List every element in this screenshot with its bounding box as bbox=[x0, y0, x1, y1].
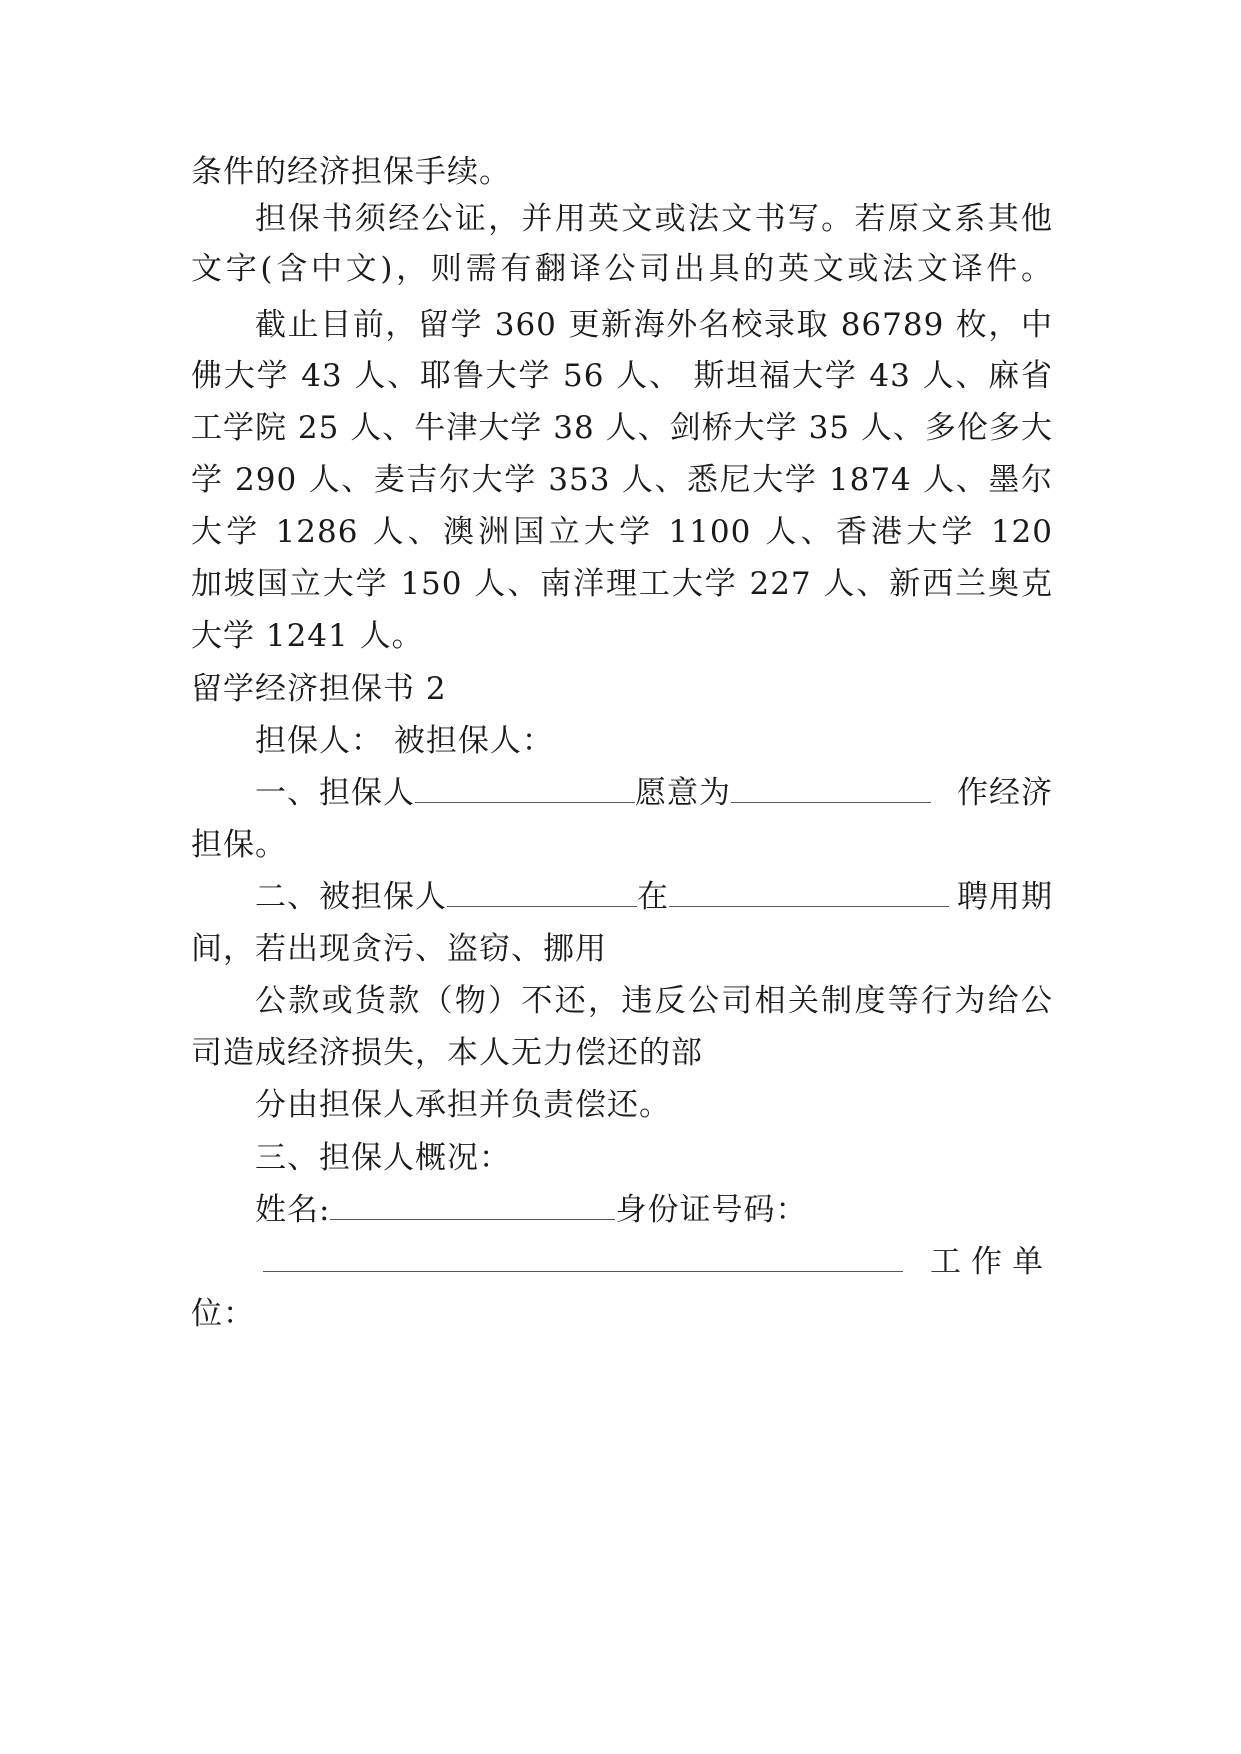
fill-in-line bbox=[255, 773, 1053, 813]
blank-field[interactable] bbox=[447, 878, 637, 907]
blank-field[interactable] bbox=[731, 774, 931, 803]
text-segment: 二、被担保人 bbox=[255, 879, 447, 915]
text-line: 条件的经济担保手续。 bbox=[191, 154, 511, 190]
text-segment: 作经济 bbox=[957, 775, 1053, 811]
text-line: 公款或货款（物）不还，违反公司相关制度等行为给公 bbox=[255, 983, 1053, 1019]
blank-field[interactable] bbox=[669, 878, 949, 907]
fill-in-line bbox=[255, 877, 1053, 917]
text-line: 佛大学 43 人、耶鲁大学 56 人、 斯坦福大学 43 人、麻省 bbox=[191, 358, 1053, 394]
text-line: 文字(含中文)，则需有翻译公司出具的英文或法文译件。 bbox=[191, 251, 1053, 287]
text-segment: 姓名: bbox=[255, 1192, 331, 1228]
text-segment: 工作单 bbox=[930, 1244, 1053, 1280]
text-line: 三、担保人概况： bbox=[255, 1140, 511, 1176]
text-line: 担保书须经公证，并用英文或法文书写。若原文系其他 bbox=[255, 201, 1053, 237]
text-line: 大学 1286 人、澳洲国立大学 1100 人、香港大学 120 bbox=[191, 514, 1053, 550]
text-segment: 在 bbox=[637, 879, 669, 915]
text-line: 位： bbox=[191, 1296, 255, 1332]
text-line: 担保。 bbox=[191, 827, 287, 863]
text-line: 工学院 25 人、牛津大学 38 人、剑桥大学 35 人、多伦多大 bbox=[191, 410, 1053, 446]
blank-field[interactable] bbox=[415, 774, 635, 803]
text-line: 司造成经济损失，本人无力偿还的部 bbox=[191, 1035, 703, 1071]
fill-in-line bbox=[255, 1242, 1053, 1282]
text-segment: 身份证号码： bbox=[615, 1192, 808, 1228]
text-line: 分由担保人承担并负责偿还。 bbox=[255, 1087, 671, 1123]
text-line: 截止目前，留学 360 更新海外名校录取 86789 枚，中 bbox=[255, 307, 1053, 343]
text-line: 担保人： 被担保人： bbox=[255, 723, 554, 759]
text-line: 学 290 人、麦吉尔大学 353 人、悉尼大学 1874 人、墨尔 bbox=[191, 462, 1053, 498]
text-segment: 愿意为 bbox=[635, 775, 731, 811]
text-segment: 聘用期 bbox=[957, 879, 1053, 915]
blank-field[interactable] bbox=[263, 1243, 903, 1272]
section-heading: 留学经济担保书 2 bbox=[191, 671, 447, 707]
blank-field[interactable] bbox=[330, 1191, 615, 1220]
text-line: 加坡国立大学 150 人、南洋理工大学 227 人、新西兰奥克 bbox=[191, 566, 1053, 602]
text-line: 间，若出现贪污、盗窃、挪用 bbox=[191, 931, 607, 967]
text-line: 大学 1241 人。 bbox=[191, 618, 424, 654]
text-segment: 一、担保人 bbox=[255, 775, 415, 811]
fill-in-line bbox=[255, 1190, 1053, 1230]
